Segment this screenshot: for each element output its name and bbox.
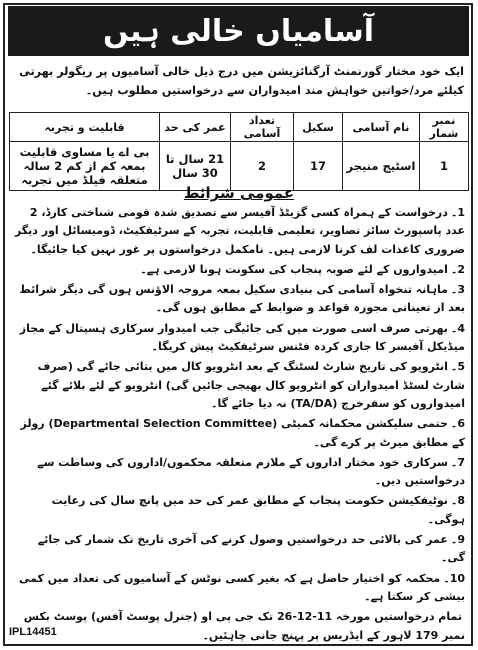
condition-text: امیدواروں کے لئے صوبہ پنجاب کی سکونت ہونا لازمی ہے۔ — [140, 262, 448, 276]
condition-number: 2۔ — [450, 262, 465, 276]
list-item — [12, 531, 465, 568]
list-item — [12, 204, 465, 259]
header-qualification: قابلیت و تجربہ — [10, 113, 160, 142]
reference-code: IPL14451 — [9, 626, 57, 638]
conditions-title: عمومی شرائط — [183, 184, 295, 202]
condition-text: سرکاری خود مختار اداروں کے ملازم متعلقہ محکموں/اداروں کی وساطت سے درخواستیں دیں۔ — [37, 455, 465, 488]
condition-text: بھرتی صرف اسی صورت میں کی جائیگی جب امیدوار سرکاری ہسپتال کے مجاز میڈیکل آفیسر کا جاری کردہ فٹنس سرٹیفکیٹ پیش کریگا۔ — [19, 321, 465, 354]
condition-text: انٹرویو کی تاریخ شارٹ لسٹنگ کے بعد انٹرویو کال میں بتائی جائے گی (صرف شارٹ لسٹڈ امیدواران کو انٹرویو کال بھیجی جائیں گی) انٹرویو کے لئے بلائے گئے امیدواروں کو سفرخرچ (TA/DA) نہ دیا جائے گا۔ — [37, 360, 465, 410]
condition-number: 1۔ — [450, 206, 465, 219]
condition-number: 3۔ — [450, 283, 465, 297]
condition-text: حتمی سلیکشن محکمانہ کمیٹی (Departmental Selection Committee) رولز کے مطابق میرٹ پر کرے گی۔ — [20, 417, 465, 449]
condition-number: 4۔ — [450, 321, 465, 335]
header-post: نام آسامی — [343, 113, 420, 142]
header-scale: سکیل — [294, 113, 343, 142]
list-item — [12, 415, 465, 452]
table-header-row — [10, 113, 469, 142]
list-item — [12, 261, 465, 279]
cell-count: 2 — [231, 142, 294, 191]
header-age: عمر کی حد — [160, 113, 231, 142]
intro-text: ایک خود مختار گورنمنٹ آرگنائزیشن میں درج ذیل خالی آسامیوں پر ریگولر بھرتی کیلئے مرد/خواتین خواہش مند امیدواران سے درخواستیں مطلوب ہیں۔ — [19, 65, 464, 97]
header-serial: نمبر شمار — [420, 113, 469, 142]
list-item — [12, 608, 465, 645]
banner-title: آسامیاں خالی ہیں — [8, 6, 469, 56]
condition-number: 5۔ — [450, 360, 465, 374]
cell-post: اسٹیج منیجر — [343, 142, 420, 191]
condition-number: 8۔ — [450, 494, 465, 508]
condition-text: نوٹیفکیشن حکومت پنجاب کے مطابق عمر کی حد میں پانچ سال کی رعایت ہوگی۔ — [51, 494, 465, 526]
list-item — [12, 281, 465, 318]
list-item — [12, 358, 465, 413]
cell-serial: 1 — [420, 142, 469, 191]
header-count: تعداد آسامی — [231, 113, 294, 142]
condition-text: تمام درخواستیں مورخہ 11-12-26 تک جی پی او (جنرل پوسٹ آفس) پوسٹ بکس نمبر 179 لاہور کے ایڈریس پر پہنچ جانی چاہئیں۔ — [23, 610, 465, 642]
list-item — [12, 570, 465, 607]
list-item — [12, 492, 465, 529]
condition-text: درخواست کے ہمراہ کسی گزیٹڈ آفیسر سے تصدیق شدہ قومی شناختی کارڈ، 2 عدد پاسپورٹ سائز تصاویر، تعلیمی قابلیت، تجربہ کے سرٹیفکیٹ، ڈومیسائل اور دیگر ضروری کاغذات لف کرنا لازمی ہیں۔ نامکمل درخواستوں پر غور نہیں کیا جائیگا۔ — [14, 206, 465, 256]
condition-number: 10۔ — [443, 571, 465, 585]
condition-text: عمر کی بالائی حد درخواستیں وصول کرنے کی آخری تاریخ تک شمار کی جائے گی۔ — [37, 533, 465, 565]
list-item — [12, 320, 465, 357]
cell-qualification: بی اے یا مساوی قابلیت بمعہ کم از کم 2 سالہ متعلقہ فیلڈ میں تجربہ — [10, 142, 160, 191]
condition-number: 6۔ — [450, 417, 465, 431]
cell-age: 21 سال تا 30 سال — [160, 142, 231, 191]
conditions-list — [12, 204, 465, 647]
condition-number: 7۔ — [450, 455, 465, 469]
list-item — [12, 454, 465, 491]
condition-text: محکمہ کو اختیار حاصل ہے کہ بغیر کسی نوٹس کے آسامیوں کی تعداد میں کمی بیشی کر سکتا ہے۔ — [19, 571, 465, 603]
condition-number: 9۔ — [450, 533, 465, 547]
condition-text: ماہانہ تنخواہ آسامی کی بنیادی سکیل بمعہ مروجہ الاؤنس ہوں گی دیگر شرائط بعد از تعیناتی مجوزہ قواعد و ضوابط کے مطابق ہوں گی۔ — [19, 283, 465, 315]
cell-scale: 17 — [294, 142, 343, 191]
vacancy-table — [9, 112, 469, 191]
